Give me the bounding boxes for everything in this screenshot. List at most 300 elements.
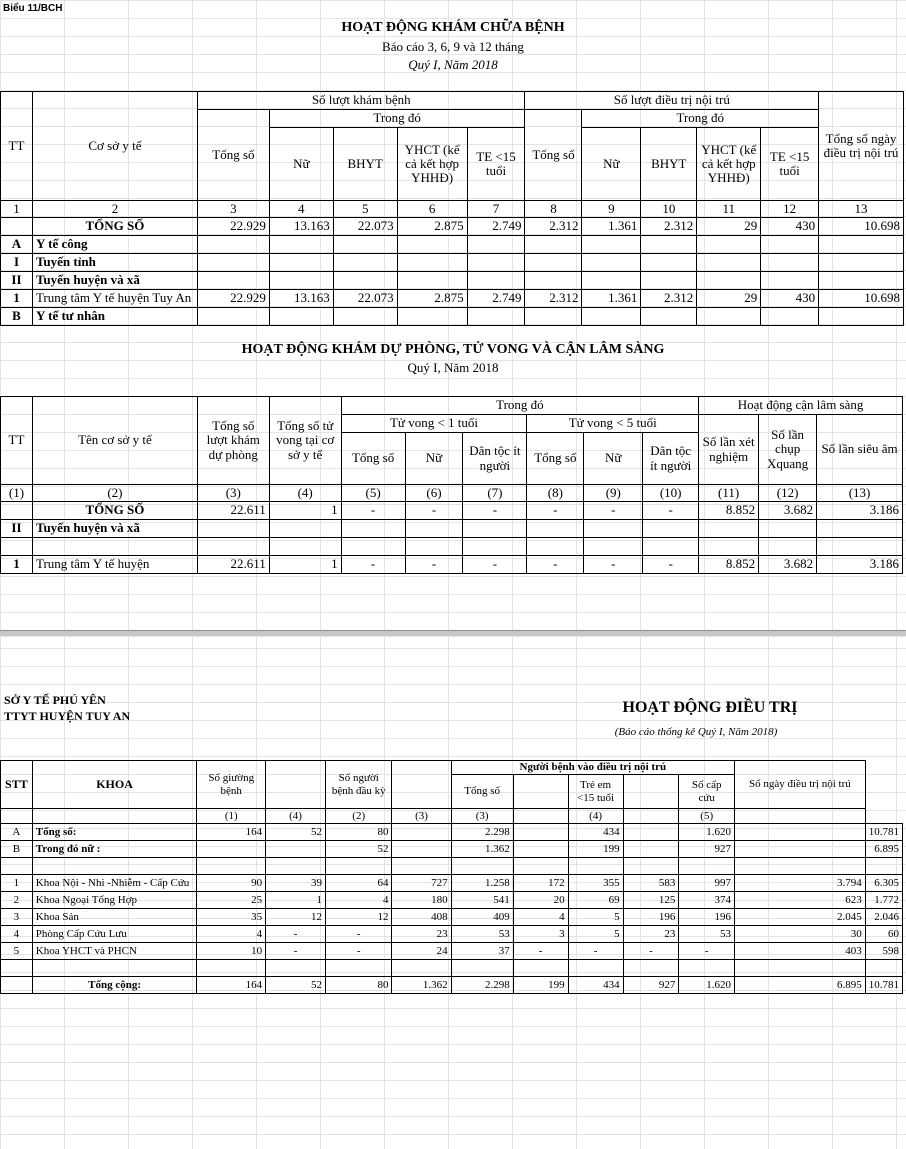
row-value: 2.298 bbox=[451, 977, 513, 994]
row-value: - bbox=[341, 556, 405, 574]
row-value bbox=[397, 236, 467, 254]
row-value: 23 bbox=[392, 926, 451, 943]
row-value bbox=[269, 308, 333, 326]
colnum: (9) bbox=[584, 485, 643, 502]
s2-colnum-row bbox=[1, 485, 903, 502]
row-stt bbox=[1, 960, 33, 977]
row-value bbox=[463, 538, 527, 556]
s1-h-tt: TT bbox=[1, 92, 33, 201]
colnum: 13 bbox=[819, 201, 904, 218]
row-value bbox=[392, 841, 451, 858]
row-value bbox=[623, 841, 679, 858]
row-value: 2.312 bbox=[641, 290, 697, 308]
s1-h-female: Nữ bbox=[269, 128, 333, 201]
row-value bbox=[197, 520, 269, 538]
row-value: 2.749 bbox=[467, 218, 525, 236]
row-value: - bbox=[584, 502, 643, 520]
row-value bbox=[568, 960, 623, 977]
table-row bbox=[1, 254, 904, 272]
row-value: 3.682 bbox=[759, 502, 817, 520]
colnum: (3) bbox=[197, 485, 269, 502]
row-value: 4 bbox=[325, 892, 391, 909]
colnum: 9 bbox=[582, 201, 641, 218]
s3-body bbox=[1, 824, 903, 994]
row-value bbox=[623, 960, 679, 977]
row-value bbox=[266, 960, 326, 977]
row-value bbox=[513, 841, 568, 858]
row-value: 3.794 bbox=[735, 875, 866, 892]
row-value: 22.611 bbox=[197, 556, 269, 574]
row-value: 29 bbox=[697, 218, 761, 236]
row-stt bbox=[1, 858, 33, 875]
row-value: 3.186 bbox=[817, 556, 903, 574]
row-tt: II bbox=[1, 272, 33, 290]
s2-h-death5: Tử vong < 5 tuổi bbox=[527, 415, 699, 433]
s3-org2: TTYT HUYỆN TUY AN bbox=[4, 709, 131, 723]
row-tt: B bbox=[1, 308, 33, 326]
s2-h-d5-ethnic: Dân tộc ít người bbox=[643, 433, 699, 485]
s2-h-tt: TT bbox=[1, 397, 33, 485]
row-value: 6.895 bbox=[735, 977, 866, 994]
row-value bbox=[269, 272, 333, 290]
s3-h-blank bbox=[266, 761, 326, 809]
row-value: 408 bbox=[392, 909, 451, 926]
colnum: (2) bbox=[325, 809, 391, 824]
table-row bbox=[1, 556, 903, 574]
row-value bbox=[697, 308, 761, 326]
s3-h-stt: STT bbox=[1, 761, 33, 809]
row-value: - bbox=[527, 502, 584, 520]
row-value: - bbox=[266, 943, 326, 960]
row-value bbox=[525, 236, 582, 254]
row-value: 355 bbox=[568, 875, 623, 892]
row-name: Y tế tư nhân bbox=[32, 308, 197, 326]
row-stt: 5 bbox=[1, 943, 33, 960]
row-value bbox=[699, 520, 759, 538]
row-value: - bbox=[325, 926, 391, 943]
row-value bbox=[269, 236, 333, 254]
row-name: Tổng cộng: bbox=[32, 977, 197, 994]
row-value bbox=[197, 841, 266, 858]
s1-period: Quý I, Năm 2018 bbox=[408, 57, 498, 72]
row-value: 727 bbox=[392, 875, 451, 892]
table-row bbox=[1, 892, 903, 909]
s3-h-first: Số người bệnh đầu kỳ bbox=[325, 761, 391, 809]
row-name: Khoa Nội - Nhi -Nhiễm - Cấp Cứu bbox=[32, 875, 197, 892]
s1-h-te15: TE <15 tuổi bbox=[467, 128, 525, 201]
row-value: 12 bbox=[266, 909, 326, 926]
s1-h-te15-in: TE <15 tuổi bbox=[761, 128, 819, 201]
row-value bbox=[392, 960, 451, 977]
row-value: 623 bbox=[735, 892, 866, 909]
row-value bbox=[759, 520, 817, 538]
row-name: Tổng số: bbox=[32, 824, 197, 841]
colnum: 5 bbox=[333, 201, 397, 218]
row-value bbox=[197, 308, 269, 326]
colnum: (4) bbox=[568, 809, 623, 824]
s3-h-khoa: KHOA bbox=[32, 761, 197, 809]
colnum: (10) bbox=[643, 485, 699, 502]
colnum: (1) bbox=[1, 485, 33, 502]
row-value: 20 bbox=[513, 892, 568, 909]
row-value: 2.045 bbox=[735, 909, 866, 926]
row-value: 2.046 bbox=[865, 909, 902, 926]
colnum bbox=[623, 809, 679, 824]
table-row bbox=[1, 272, 904, 290]
row-value: - bbox=[643, 556, 699, 574]
s2-h-d5-female: Nữ bbox=[584, 433, 643, 485]
row-value: 1.620 bbox=[679, 977, 735, 994]
row-value bbox=[525, 308, 582, 326]
row-stt: 2 bbox=[1, 892, 33, 909]
row-value bbox=[699, 538, 759, 556]
row-value: 1.361 bbox=[582, 290, 641, 308]
s3-h-blank bbox=[392, 761, 451, 809]
s3-title: HOẠT ĐỘNG ĐIỀU TRỊ bbox=[622, 699, 798, 716]
row-value bbox=[463, 520, 527, 538]
s1-title: HOẠT ĐỘNG KHÁM CHỮA BỆNH bbox=[341, 20, 565, 35]
row-value bbox=[266, 858, 326, 875]
row-value bbox=[735, 858, 866, 875]
row-value: 2.312 bbox=[641, 218, 697, 236]
table-row bbox=[1, 538, 903, 556]
row-value: 90 bbox=[197, 875, 266, 892]
s1-h-inpatient-group: Số lượt điều trị nội trú bbox=[525, 92, 819, 110]
colnum: (3) bbox=[451, 809, 513, 824]
row-value: - bbox=[405, 556, 463, 574]
colnum: 7 bbox=[467, 201, 525, 218]
row-value: 374 bbox=[679, 892, 735, 909]
row-value: - bbox=[643, 502, 699, 520]
row-value: 196 bbox=[623, 909, 679, 926]
row-value bbox=[451, 858, 513, 875]
s2-period: Quý I, Năm 2018 bbox=[407, 360, 499, 375]
row-value bbox=[525, 272, 582, 290]
row-tt bbox=[1, 502, 33, 520]
row-value: 39 bbox=[266, 875, 326, 892]
row-value: 13.163 bbox=[269, 290, 333, 308]
row-value bbox=[584, 538, 643, 556]
table-row bbox=[1, 875, 903, 892]
row-value bbox=[819, 254, 904, 272]
row-value: 80 bbox=[325, 977, 391, 994]
row-value: 52 bbox=[266, 824, 326, 841]
s2-title: HOẠT ĐỘNG KHÁM DỰ PHÒNG, TỬ VONG VÀ CẬN LÂM SÀNG bbox=[241, 342, 665, 357]
row-value: 10.781 bbox=[865, 824, 902, 841]
row-tt bbox=[1, 218, 33, 236]
row-value: 22.073 bbox=[333, 218, 397, 236]
row-value bbox=[761, 272, 819, 290]
s1-h-exam-group: Số lượt khám bệnh bbox=[197, 92, 525, 110]
s2-table bbox=[0, 396, 903, 574]
row-value: - bbox=[679, 943, 735, 960]
table-row bbox=[1, 520, 903, 538]
s3-h-group: Người bệnh vào điều trị nội trú bbox=[451, 761, 734, 775]
colnum: 6 bbox=[397, 201, 467, 218]
row-value bbox=[735, 960, 866, 977]
row-stt: B bbox=[1, 841, 33, 858]
row-name: TỔNG SỐ bbox=[32, 502, 197, 520]
row-name: Tuyến huyện và xã bbox=[32, 520, 197, 538]
row-value bbox=[679, 858, 735, 875]
row-value bbox=[451, 960, 513, 977]
row-stt: 1 bbox=[1, 875, 33, 892]
colnum: (11) bbox=[699, 485, 759, 502]
row-value bbox=[513, 858, 568, 875]
row-value: 10 bbox=[197, 943, 266, 960]
row-value bbox=[397, 272, 467, 290]
row-value bbox=[197, 272, 269, 290]
table-row bbox=[1, 290, 904, 308]
row-value: 403 bbox=[735, 943, 866, 960]
row-value: - bbox=[266, 926, 326, 943]
row-value: 10.781 bbox=[865, 977, 902, 994]
row-value: 6.895 bbox=[865, 841, 902, 858]
row-value bbox=[197, 960, 266, 977]
row-value: - bbox=[623, 943, 679, 960]
row-name: Y tế công bbox=[32, 236, 197, 254]
row-value: - bbox=[527, 556, 584, 574]
row-name: Tuyến huyện và xã bbox=[32, 272, 197, 290]
s1-h-yhct-in: YHCT (kể cả kết hợp YHHĐ) bbox=[697, 128, 761, 201]
colnum bbox=[1, 809, 33, 824]
row-value bbox=[641, 272, 697, 290]
row-value: 1.258 bbox=[451, 875, 513, 892]
s3-subtitle: (Báo cáo thống kê Quý I, Năm 2018) bbox=[614, 726, 778, 738]
row-value: 3.186 bbox=[817, 502, 903, 520]
row-stt: 4 bbox=[1, 926, 33, 943]
row-value bbox=[333, 254, 397, 272]
s1-h-in-total: Tổng số bbox=[525, 110, 582, 201]
row-name: Khoa YHCT và PHCN bbox=[32, 943, 197, 960]
row-value: 2.749 bbox=[467, 290, 525, 308]
row-value: 5 bbox=[568, 926, 623, 943]
colnum: 10 bbox=[641, 201, 697, 218]
row-value: 30 bbox=[735, 926, 866, 943]
row-value: 3 bbox=[513, 926, 568, 943]
row-tt: II bbox=[1, 520, 33, 538]
row-value bbox=[697, 236, 761, 254]
s1-h-yhct: YHCT (kể cả kết hợp YHHĐ) bbox=[397, 128, 467, 201]
row-value bbox=[761, 308, 819, 326]
row-value bbox=[865, 858, 902, 875]
s3-h-emerg: Số cấp cứu bbox=[679, 775, 735, 809]
row-value: 583 bbox=[623, 875, 679, 892]
row-value: 53 bbox=[679, 926, 735, 943]
row-value: 2.875 bbox=[397, 290, 467, 308]
table-row bbox=[1, 841, 903, 858]
row-value bbox=[759, 538, 817, 556]
colnum: (4) bbox=[269, 485, 341, 502]
row-value: 1.361 bbox=[582, 218, 641, 236]
table-row bbox=[1, 909, 903, 926]
row-value: 927 bbox=[679, 841, 735, 858]
row-value bbox=[197, 254, 269, 272]
s3-h-child: Trẻ em <15 tuổi bbox=[568, 775, 623, 809]
row-value: 430 bbox=[761, 218, 819, 236]
row-name: Trung tâm Y tế huyện Tuy An bbox=[32, 290, 197, 308]
row-tt bbox=[1, 538, 33, 556]
colnum: 12 bbox=[761, 201, 819, 218]
s3-org1: SỞ Y TẾ PHÚ YÊN bbox=[4, 693, 106, 707]
row-value: - bbox=[325, 943, 391, 960]
row-value bbox=[325, 858, 391, 875]
s1-h-bhyt-in: BHYT bbox=[641, 128, 697, 201]
row-value: 12 bbox=[325, 909, 391, 926]
s3-table bbox=[0, 760, 903, 994]
row-tt: 1 bbox=[1, 290, 33, 308]
row-value: 52 bbox=[325, 841, 391, 858]
row-value bbox=[641, 254, 697, 272]
colnum: 1 bbox=[1, 201, 33, 218]
row-value: 3.682 bbox=[759, 556, 817, 574]
row-value bbox=[819, 272, 904, 290]
table-row bbox=[1, 502, 903, 520]
row-value: - bbox=[513, 943, 568, 960]
row-value bbox=[641, 308, 697, 326]
row-value: 434 bbox=[568, 824, 623, 841]
row-value bbox=[467, 254, 525, 272]
s1-table bbox=[0, 91, 904, 326]
row-name: Phòng Cấp Cứu Lưu bbox=[32, 926, 197, 943]
row-value: 23 bbox=[623, 926, 679, 943]
row-value bbox=[819, 236, 904, 254]
row-tt: I bbox=[1, 254, 33, 272]
row-value: - bbox=[463, 556, 527, 574]
row-value: 22.929 bbox=[197, 290, 269, 308]
colnum bbox=[735, 809, 866, 824]
row-stt: A bbox=[1, 824, 33, 841]
row-value: 1 bbox=[269, 556, 341, 574]
row-value: 541 bbox=[451, 892, 513, 909]
row-value bbox=[333, 308, 397, 326]
row-value bbox=[405, 538, 463, 556]
row-value bbox=[623, 824, 679, 841]
s2-h-tests: Số lần xét nghiệm bbox=[699, 415, 759, 485]
table-row bbox=[1, 218, 904, 236]
form-tag: Biểu 11/BCH bbox=[3, 3, 63, 14]
colnum: (3) bbox=[392, 809, 451, 824]
row-value bbox=[392, 858, 451, 875]
colnum: (13) bbox=[817, 485, 903, 502]
colnum: (2) bbox=[32, 485, 197, 502]
row-value bbox=[643, 520, 699, 538]
colnum: (4) bbox=[266, 809, 326, 824]
row-name: TỔNG SỐ bbox=[32, 218, 197, 236]
row-value: 598 bbox=[865, 943, 902, 960]
s1-body bbox=[1, 218, 904, 326]
row-value bbox=[641, 236, 697, 254]
row-value: 196 bbox=[679, 909, 735, 926]
row-value: - bbox=[568, 943, 623, 960]
row-value bbox=[266, 841, 326, 858]
colnum bbox=[513, 809, 568, 824]
row-value: 125 bbox=[623, 892, 679, 909]
row-value bbox=[697, 254, 761, 272]
s2-h-ultra: Số lần siêu âm bbox=[817, 415, 903, 485]
table-row bbox=[1, 236, 904, 254]
row-value bbox=[643, 538, 699, 556]
row-name: Khoa Sản bbox=[32, 909, 197, 926]
s1-h-female-in: Nữ bbox=[582, 128, 641, 201]
table-row bbox=[1, 977, 903, 994]
row-value bbox=[865, 960, 902, 977]
row-value: 35 bbox=[197, 909, 266, 926]
row-value: 64 bbox=[325, 875, 391, 892]
row-value bbox=[817, 538, 903, 556]
row-value bbox=[397, 308, 467, 326]
row-value: 22.611 bbox=[197, 502, 269, 520]
row-tt: 1 bbox=[1, 556, 33, 574]
row-value: 172 bbox=[513, 875, 568, 892]
row-value bbox=[392, 824, 451, 841]
colnum: 3 bbox=[197, 201, 269, 218]
row-value: 2.312 bbox=[525, 218, 582, 236]
row-value bbox=[269, 254, 333, 272]
row-value: 199 bbox=[568, 841, 623, 858]
row-value: - bbox=[405, 502, 463, 520]
row-value bbox=[513, 960, 568, 977]
row-value: 8.852 bbox=[699, 556, 759, 574]
s3-h-blank bbox=[513, 775, 568, 809]
s2-h-xray: Số lần chụp Xquang bbox=[759, 415, 817, 485]
row-value bbox=[584, 520, 643, 538]
table-row bbox=[1, 943, 903, 960]
row-value: 6.305 bbox=[865, 875, 902, 892]
row-value: 409 bbox=[451, 909, 513, 926]
row-value: 434 bbox=[568, 977, 623, 994]
row-value: 164 bbox=[197, 977, 266, 994]
colnum: (5) bbox=[679, 809, 735, 824]
row-value: 22.073 bbox=[333, 290, 397, 308]
row-value: 1.362 bbox=[392, 977, 451, 994]
row-value: 13.163 bbox=[269, 218, 333, 236]
row-value: - bbox=[463, 502, 527, 520]
row-value bbox=[761, 254, 819, 272]
table-row bbox=[1, 308, 904, 326]
row-value: - bbox=[584, 556, 643, 574]
row-value bbox=[527, 538, 584, 556]
s2-h-d1-ethnic: Dân tộc ít người bbox=[463, 433, 527, 485]
row-value bbox=[341, 520, 405, 538]
row-value: 80 bbox=[325, 824, 391, 841]
row-value bbox=[735, 841, 866, 858]
table-row bbox=[1, 960, 903, 977]
colnum: (7) bbox=[463, 485, 527, 502]
row-value bbox=[467, 272, 525, 290]
row-name: Trung tâm Y tế huyện bbox=[32, 556, 197, 574]
row-value: 24 bbox=[392, 943, 451, 960]
row-value bbox=[582, 308, 641, 326]
s2-h-d1-total: Tổng số bbox=[341, 433, 405, 485]
colnum: 4 bbox=[269, 201, 333, 218]
row-stt bbox=[1, 977, 33, 994]
colnum bbox=[32, 809, 197, 824]
s2-h-deaths: Tổng số tử vong tại cơ sở y tế bbox=[269, 397, 341, 485]
colnum: (6) bbox=[405, 485, 463, 502]
row-value: 4 bbox=[197, 926, 266, 943]
row-value bbox=[197, 858, 266, 875]
row-name: Khoa Ngoại Tổng Hợp bbox=[32, 892, 197, 909]
s1-h-bhyt: BHYT bbox=[333, 128, 397, 201]
row-value: 22.929 bbox=[197, 218, 269, 236]
s1-colnum-row bbox=[1, 201, 904, 218]
row-value: 1.620 bbox=[679, 824, 735, 841]
s3-h-beds: Số giường bệnh bbox=[197, 761, 266, 809]
colnum: 2 bbox=[32, 201, 197, 218]
row-value bbox=[325, 960, 391, 977]
row-value bbox=[197, 236, 269, 254]
